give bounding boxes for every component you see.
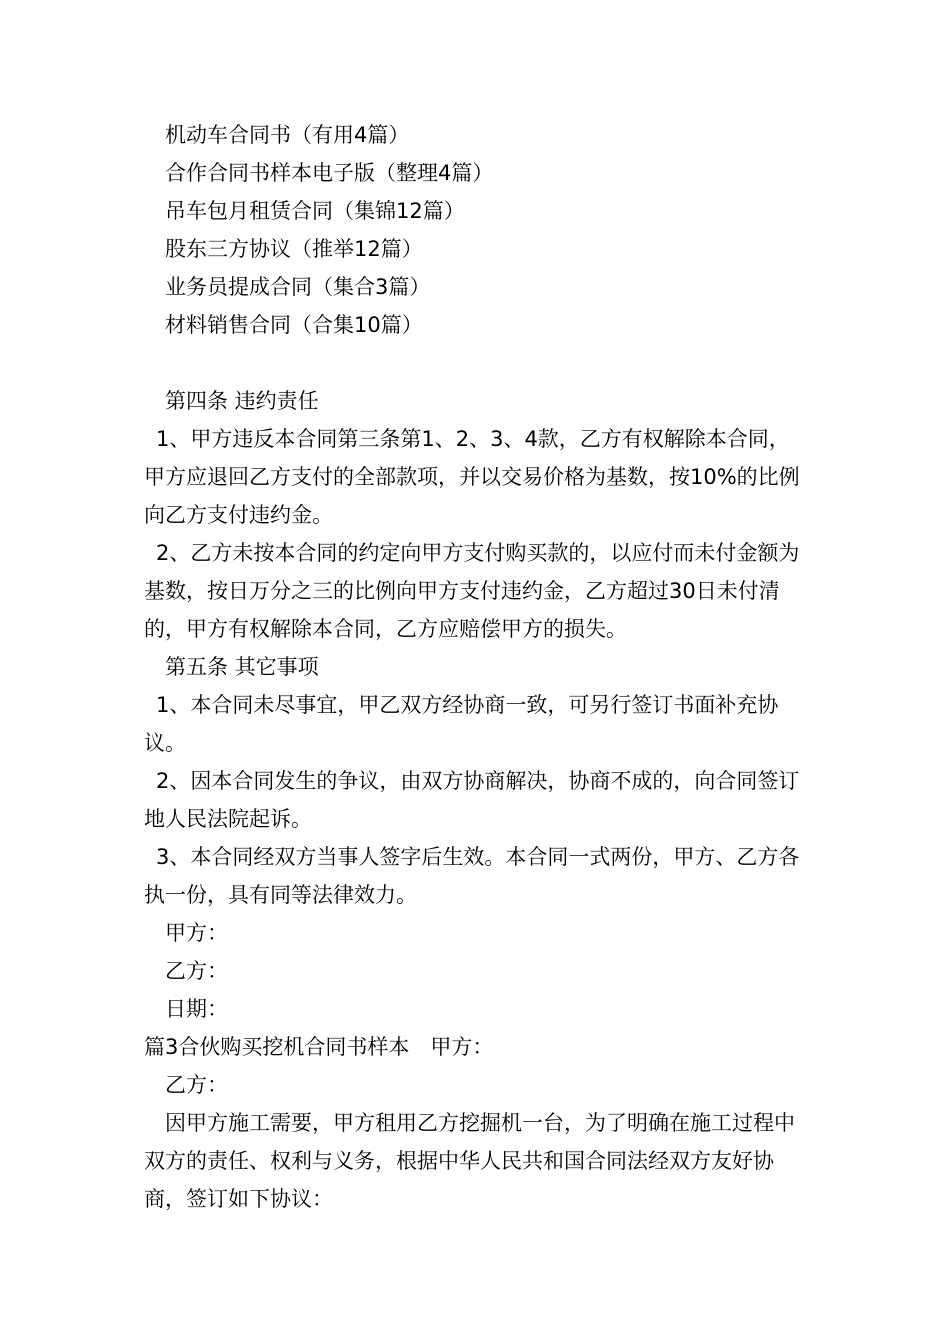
article5-heading: 第五条 其它事项	[165, 655, 319, 679]
article5-clause3: 3、本合同经双方当事人签字后生效。本合同一式两份，甲方、乙方各执一份，具有同等法律效力。	[144, 845, 800, 907]
article4-heading: 第四条 违约责任	[165, 389, 319, 413]
article4-clause2: 2、乙方未按本合同的约定向甲方支付购买款的，以应付而未付金额为基数，按日万分之三的比例向甲方支付违约金，乙方超过30日未付清的，甲方有权解除本合同，乙方应赔偿甲方的损失。	[144, 541, 800, 641]
related-link-1[interactable]: 机动车合同书（有用4篇）	[165, 123, 410, 147]
article5-clause1: 1、本合同未尽事宜，甲乙双方经协商一致，可另行签订书面补充协议。	[144, 693, 779, 755]
related-link-3[interactable]: 吊车包月租赁合同（集锦12篇）	[165, 199, 465, 223]
document-body	[144, 116, 808, 1218]
signature-party-a: 甲方：	[165, 921, 228, 945]
next-doc-title: 篇3合伙购买挖机合同书样本 甲方：	[144, 1035, 494, 1059]
next-doc-party-b: 乙方：	[165, 1073, 228, 1097]
related-link-2[interactable]: 合作合同书样本电子版（整理4篇）	[165, 161, 494, 185]
next-doc-intro: 因甲方施工需要，甲方租用乙方挖掘机一台，为了明确在施工过程中双方的责任、权利与义务，根据中华人民共和国合同法经双方友好协商，签订如下协议：	[144, 1111, 795, 1211]
related-link-5[interactable]: 业务员提成合同（集合3篇）	[165, 275, 431, 299]
article5-clause2: 2、因本合同发生的争议，由双方协商解决，协商不成的，向合同签订地人民法院起诉。	[144, 769, 800, 831]
spacer	[144, 344, 808, 382]
related-link-6[interactable]: 材料销售合同（合集10篇）	[165, 313, 423, 337]
signature-party-b: 乙方：	[165, 959, 228, 983]
article4-clause1: 1、甲方违反本合同第三条第1、2、3、4款，乙方有权解除本合同，甲方应退回乙方支付的全部款项，并以交易价格为基数，按10%的比例向乙方支付违约金。	[144, 427, 800, 527]
related-link-4[interactable]: 股东三方协议（推举12篇）	[165, 237, 423, 261]
signature-date: 日期：	[165, 997, 228, 1021]
